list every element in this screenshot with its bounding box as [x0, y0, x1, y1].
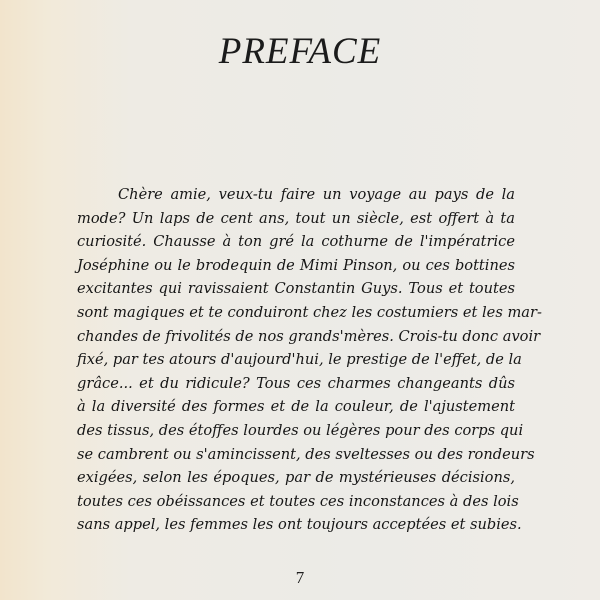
text-line: exigées, selon les époques, par de mystérieuses décisions, — [77, 469, 515, 487]
text-line: à la diversité des formes et de la couleur, de l'ajustement — [77, 398, 515, 416]
page-number: 7 — [295, 568, 305, 587]
text-line: Joséphine ou le brodequin de Mimi Pinson, ou ces bottines — [77, 256, 515, 274]
preface-paragraph — [77, 183, 542, 537]
page-title: PREFACE — [218, 31, 382, 72]
text-line: excitantes qui ravissaient Constantin Guys. Tous et toutes — [77, 280, 515, 298]
text-line: Chère amie, veux-tu faire un voyage au pays de la — [118, 186, 515, 203]
text-line: mode? Un laps de cent ans, tout un siècle, est offert à ta — [77, 209, 515, 227]
text-line: curiosité. Chausse à ton gré la cothurne de l'impératrice — [77, 233, 515, 251]
text-line: grâce... et du ridicule? Tous ces charmes changeants dûs — [77, 374, 515, 392]
text-line: des tissus, des étoffes lourdes ou légères pour des corps qui — [77, 421, 524, 439]
text-line: sans appel, les femmes les ont toujours acceptées et subies. — [77, 516, 522, 534]
text-line: toutes ces obéissances et toutes ces inconstances à des lois — [77, 492, 519, 510]
text-line: fixé, par tes atours d'aujourd'hui, le prestige de l'effet, de la — [77, 351, 522, 369]
text-line: se cambrent ou s'amincissent, des sveltesses ou des rondeurs — [77, 445, 535, 463]
text-line: sont magiques et te conduiront chez les costumiers et les mar- — [77, 303, 542, 321]
text-line: chandes de frivolités de nos grands'mères. Crois-tu donc avoir — [77, 327, 541, 345]
